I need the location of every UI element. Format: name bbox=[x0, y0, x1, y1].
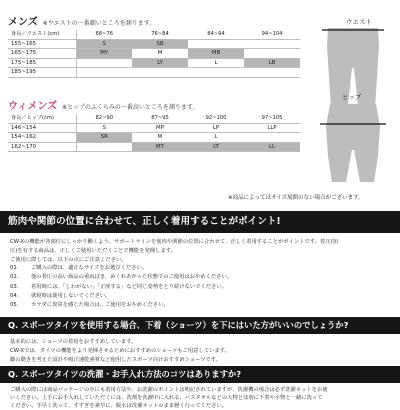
womens-col-header: 87~95 bbox=[132, 114, 188, 123]
q2-answer-line: ご購入の際には商品パッケージの中にも着用方法や、お洗濯のポイントは明記されていますが、洗濯機の場合は必ず洗濯ネットをお使 bbox=[10, 387, 328, 393]
caution-number: 01. bbox=[10, 265, 19, 271]
size-row bbox=[8, 58, 300, 68]
size-cell: SB bbox=[132, 39, 188, 49]
caution-text: ご購入の際は、適正なサイズをお選びください。 bbox=[31, 265, 148, 271]
mens-col-header: 68~76 bbox=[76, 30, 132, 39]
caution-number: 05. bbox=[10, 302, 19, 309]
size-cell: LT bbox=[188, 142, 244, 152]
caution-item bbox=[10, 273, 232, 282]
height-range: 155~165 bbox=[8, 39, 76, 49]
size-cell bbox=[244, 68, 300, 78]
size-row bbox=[8, 142, 300, 152]
q1-answer bbox=[10, 338, 230, 365]
size-cell bbox=[76, 142, 132, 152]
size-cell: LLP bbox=[244, 123, 300, 133]
size-cell bbox=[244, 133, 300, 143]
size-cell: S bbox=[76, 39, 132, 49]
mens-section-title bbox=[8, 13, 155, 28]
size-cell: LY bbox=[132, 58, 188, 68]
womens-col-header: 97~105 bbox=[244, 114, 300, 123]
q2-answer bbox=[10, 386, 328, 410]
mens-size-table bbox=[8, 30, 300, 78]
mens-diagram-label: ウエスト bbox=[346, 18, 372, 26]
mens-header-label: 身長／ウエスト(cm) bbox=[8, 30, 76, 39]
caution-number: 02. bbox=[10, 274, 19, 281]
size-row bbox=[8, 123, 300, 133]
size-cell: LB bbox=[244, 58, 300, 68]
womens-col-header: 82~90 bbox=[76, 114, 132, 123]
mens-header-row bbox=[8, 30, 300, 39]
size-cell: S bbox=[76, 123, 132, 133]
intro-line: ご使用に際しては、以下の点にご注意ください。 bbox=[10, 257, 127, 263]
caution-text: カラダに異常を感じた場合は、ご使用をおやめください。 bbox=[31, 302, 169, 309]
q2-answer-line: ください。手早く洗って、すすぎを素早に、脱水は洗濯ネットのまま軽く行ってください。 bbox=[10, 403, 228, 409]
womens-size-table bbox=[8, 114, 300, 152]
size-cell: MT bbox=[132, 142, 188, 152]
q1-answer-line: 基本的には、ショーツの着用をおすすめしています。 bbox=[10, 339, 137, 345]
womens-col-header: 92~100 bbox=[188, 114, 244, 123]
q1-answer-line: 脚の動きを考えた設計や吸汗速乾素材など使用したスポーツ向けおすすめショーツです。 bbox=[10, 357, 221, 363]
q1-answer-line: CW-Xでは、タイツの機能をより発揮させるためにおすすめのショーツもご用意しています。 bbox=[10, 348, 230, 354]
mens-col-header: 84~94 bbox=[188, 30, 244, 39]
height-range: 154~162 bbox=[8, 133, 76, 143]
caution-text: 他の着圧の高い商品の重ねばき、めくれあがった状態でのご使用はおやめください。 bbox=[31, 274, 233, 281]
q1-heading: Q. スポーツタイツを使用する場合、下着（ショーツ）を下にはいた方がいいのでしょうか? bbox=[0, 317, 400, 334]
intro-line: 圧)を有する商品は、正しくご使用いただくことで機能を発揮します。 bbox=[10, 248, 176, 254]
height-range: 185~195 bbox=[8, 68, 76, 78]
womens-note: ※ヒップのふくらみの一番高いところを測ります。 bbox=[62, 104, 199, 111]
womens-title: ウィメンズ bbox=[8, 101, 58, 112]
womens-header-label: 身長／ヒップ(cm) bbox=[8, 114, 76, 123]
caution-number: 03. bbox=[10, 283, 19, 290]
size-cell bbox=[76, 68, 132, 78]
womens-header-row bbox=[8, 114, 300, 123]
size-cell: LP bbox=[188, 123, 244, 133]
size-row bbox=[8, 49, 300, 59]
size-cell: L bbox=[188, 133, 244, 143]
womens-hip-diagram bbox=[312, 93, 394, 182]
size-footnote: ※商品によってはサイズ展開のない場合がございます。 bbox=[228, 195, 364, 201]
height-range: 162~170 bbox=[8, 142, 76, 152]
mens-title: メンズ bbox=[8, 17, 38, 28]
caution-text: 就寝時は使用しないでください。 bbox=[31, 292, 111, 299]
intro-line: CW-Xの機能が各部位にしっかり働くよう、サポートラインを筋肉や関節の位置に合わせて、正しく着用することがポイントです。着圧(加 bbox=[10, 239, 338, 245]
size-cell: M bbox=[132, 49, 188, 59]
q2-heading: Q. スポーツタイツの洗濯・お手入れ方法のコツはありますか? bbox=[0, 366, 400, 383]
q2-answer-line: いください。上手にお手入れしていただくには、洗剤を洗濯中に入れる、バスタオルなどの大物とは別に下着や小物と一緒に洗って bbox=[10, 395, 323, 401]
size-cell: MP bbox=[132, 123, 188, 133]
size-row bbox=[8, 39, 300, 49]
intro-paragraph bbox=[10, 238, 338, 265]
size-cell: M bbox=[132, 133, 188, 143]
caution-text: 着用時には、「しわがない」「正座する」など同じ姿勢をとり続けないでください。 bbox=[31, 283, 227, 290]
size-cell: SR bbox=[76, 133, 132, 143]
caution-item bbox=[10, 283, 232, 292]
caution-item bbox=[10, 301, 232, 310]
size-cell bbox=[188, 68, 244, 78]
size-cell: MB bbox=[188, 49, 244, 59]
mens-col-header: 94~104 bbox=[244, 30, 300, 39]
main-heading: 筋肉や関節の位置に合わせて、正しく着用することがポイント! bbox=[0, 211, 400, 233]
mens-note: ※ウエストの一番細いところを測ります。 bbox=[42, 20, 156, 27]
size-cell: L bbox=[188, 58, 244, 68]
mens-col-header: 76~84 bbox=[132, 30, 188, 39]
size-cell bbox=[132, 68, 188, 78]
size-cell bbox=[244, 39, 300, 49]
size-cell bbox=[188, 39, 244, 49]
size-cell bbox=[76, 58, 132, 68]
size-row bbox=[8, 68, 300, 78]
caution-item bbox=[10, 292, 232, 301]
womens-diagram-label: ヒップ bbox=[342, 93, 362, 101]
height-range: 175~185 bbox=[8, 58, 76, 68]
womens-section-title bbox=[8, 97, 198, 112]
size-row bbox=[8, 133, 300, 143]
size-cell: LL bbox=[244, 142, 300, 152]
height-range: 165~175 bbox=[8, 49, 76, 59]
size-cell bbox=[244, 49, 300, 59]
caution-item bbox=[10, 264, 232, 273]
caution-list bbox=[10, 264, 232, 310]
caution-number: 04. bbox=[10, 292, 19, 299]
height-range: 146~154 bbox=[8, 123, 76, 133]
size-cell: MY bbox=[76, 49, 132, 59]
